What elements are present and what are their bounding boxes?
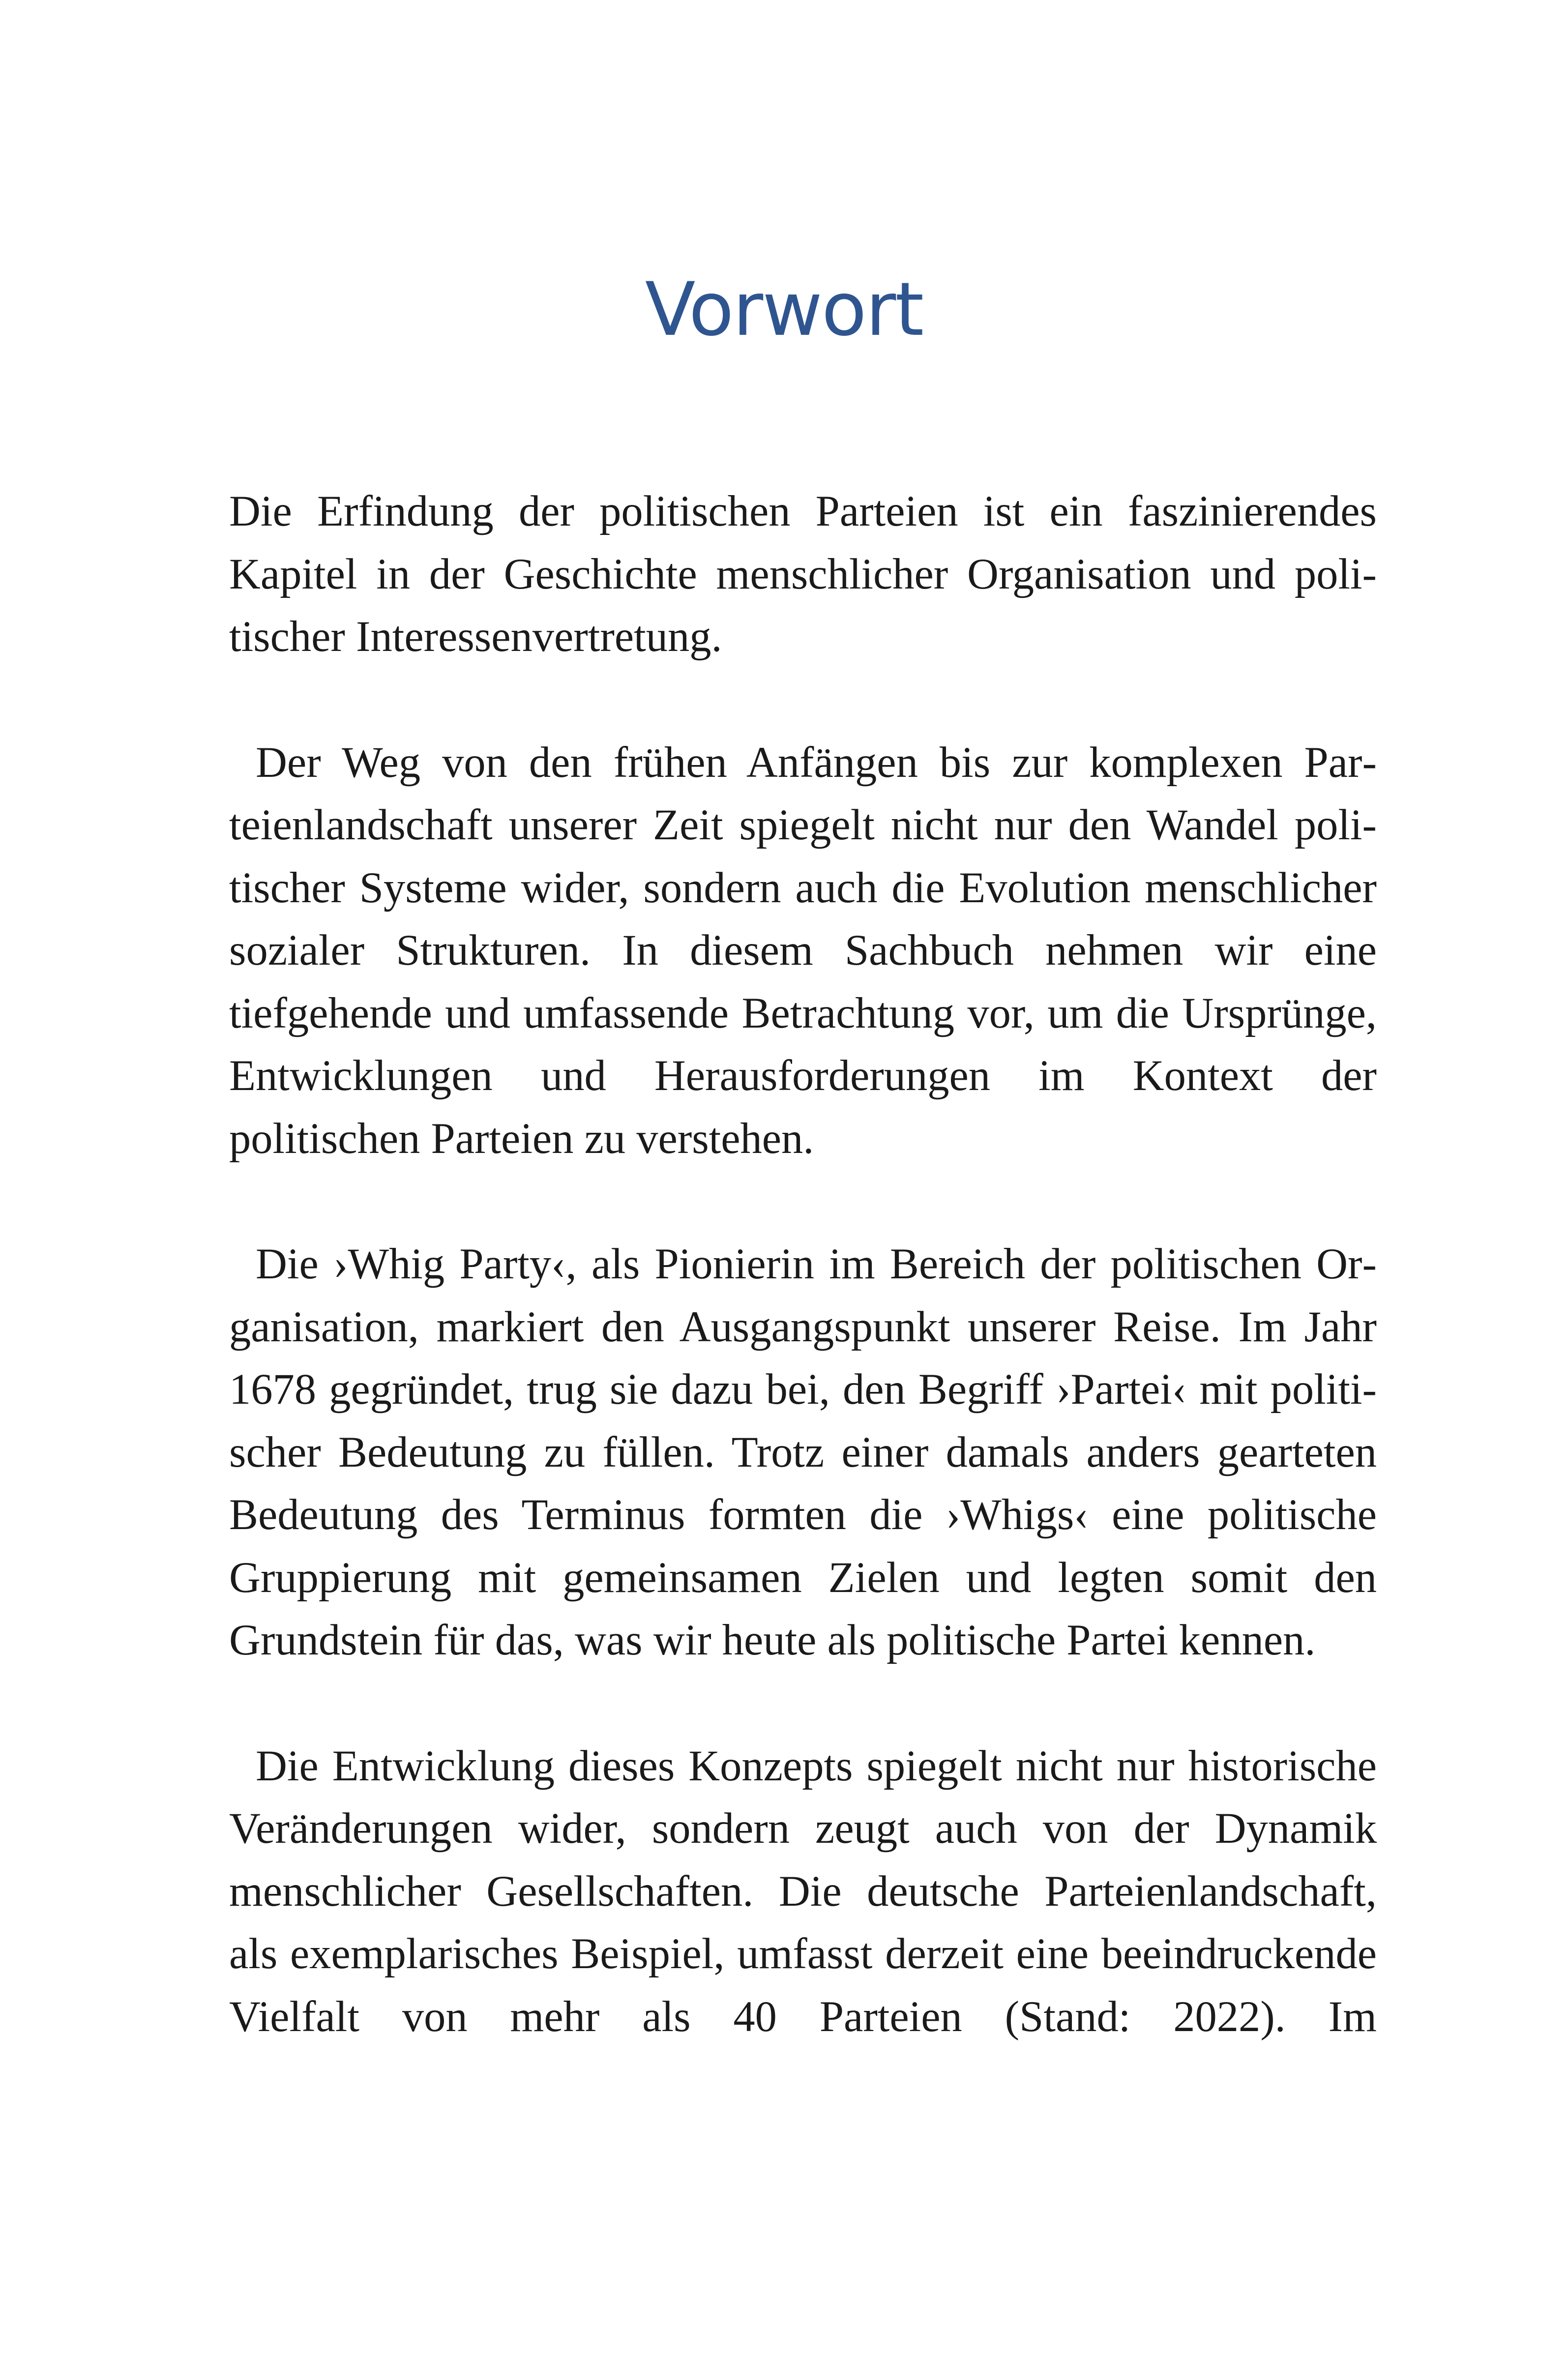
paragraph-2: Der Weg von den frühen Anfängen bis zur komplexen Parteienlandschaft unserer Zeit spiegelt nicht nur den Wandel politischer Systeme wider, sondern auch die Evolution menschlicher sozialer Strukturen. In diesem Sachbuch nehmen wir eine tiefgehende und umfassende Betrachtung vor, um die Ursprünge, Entwicklungen und Herausforderungen im Kontext der politischen Parteien zu verstehen. xyxy=(229,738,1377,1163)
paragraph-1: Die Erfindung der politischen Parteien ist ein faszinierendes Kapitel in der Geschichte menschlicher Organisation und politischer Interessenvertretung. xyxy=(229,487,1377,661)
chapter-title: Vorwort xyxy=(645,267,923,353)
paragraph-3: Die ›Whig Party‹, als Pionierin im Bereich der politischen Organisation, markiert den Ausgangspunkt unserer Reise. Im Jahr 1678 gegründet, trug sie dazu bei, den Begriff ›Partei‹ mit politischer Bedeutung zu füllen. Trotz einer damals anders gearteten Bedeutung des Terminus formten die ›Whigs‹ eine politische Gruppierung mit gemeinsamen Zielen und legten somit den Grundstein für das, was wir heute als politische Partei kennen. xyxy=(229,1240,1377,1664)
body-text xyxy=(229,480,1377,2048)
paragraph-4: Die Entwicklung dieses Konzepts spiegelt nicht nur historische Veränderungen wider, sondern zeugt auch von der Dynamik menschlicher Gesellschaften. Die deutsche Parteienlandschaft, als exemplarisches Beispiel, umfasst derzeit eine beeindruckende Vielfalt von mehr als 40 Parteien (Stand: 2022). Im xyxy=(229,1741,1377,2041)
